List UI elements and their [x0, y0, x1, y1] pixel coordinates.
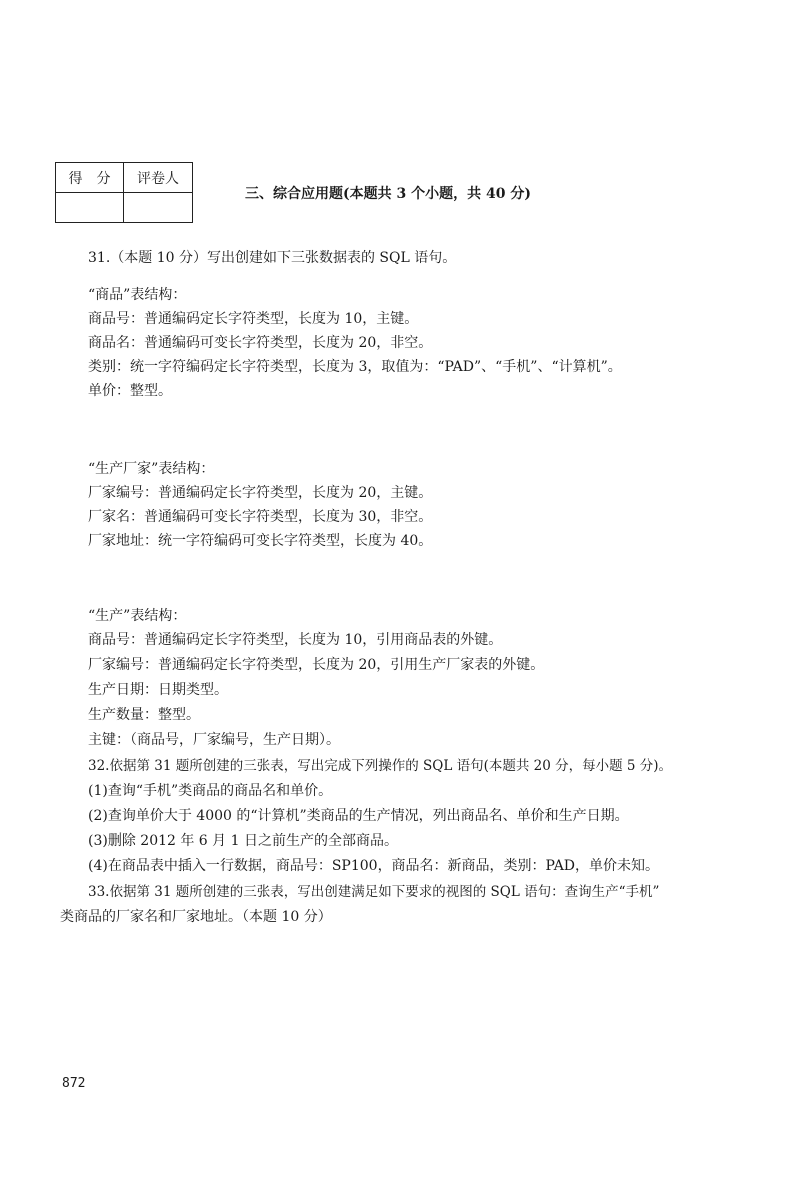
product-field: 单价：整型。	[88, 383, 172, 399]
q32-heading: 32.依据第 31 题所创建的三张表，写出完成下列操作的 SQL 语句(本题共 20 分，每小题 5 分)。	[88, 758, 673, 774]
maker-table-title: “生产厂家”表结构：	[88, 461, 215, 477]
maker-field: 厂家编号：普通编码定长字符类型，长度为 20，主键。	[88, 485, 433, 501]
score-cell	[56, 193, 124, 223]
production-table-title: “生产”表结构：	[88, 608, 187, 624]
production-field: 生产日期：日期类型。	[88, 682, 228, 698]
q32-item: (3)删除 2012 年 6 月 1 日之前生产的全部商品。	[88, 833, 398, 849]
production-field: 主键：（商品号，厂家编号，生产日期）。	[88, 732, 340, 748]
score-box	[55, 162, 193, 223]
q32-item: (2)查询单价大于 4000 的“计算机”类商品的生产情况，列出商品名、单价和生产日期。	[88, 808, 629, 824]
q32-item: (1)查询“手机”类商品的商品名和单价。	[88, 783, 333, 799]
product-field: 商品号：普通编码定长字符类型，长度为 10，主键。	[88, 311, 419, 327]
grader-cell	[124, 193, 193, 223]
production-field: 厂家编号：普通编码定长字符类型，长度为 20，引用生产厂家表的外键。	[88, 657, 545, 673]
production-field: 生产数量：整型。	[88, 707, 200, 723]
maker-field: 厂家名：普通编码可变长字符类型，长度为 30，非空。	[88, 509, 433, 525]
maker-field: 厂家地址：统一字符编码可变长字符类型，长度为 40。	[88, 533, 433, 549]
product-field: 商品名：普通编码可变长字符类型，长度为 20，非空。	[88, 335, 433, 351]
page-number: 872	[62, 1076, 86, 1091]
q31-heading: 31.（本题 10 分）写出创建如下三张数据表的 SQL 语句。	[88, 250, 457, 266]
section-title: 三、综合应用题(本题共 3 个小题，共 40 分)	[245, 186, 531, 202]
q33-line2: 类商品的厂家名和厂家地址。（本题 10 分）	[60, 909, 332, 925]
production-field: 商品号：普通编码定长字符类型，长度为 10，引用商品表的外键。	[88, 632, 503, 648]
q32-item: (4)在商品表中插入一行数据，商品号：SP100，商品名：新商品，类别：PAD，单价未知。	[88, 858, 660, 874]
q33-line1: 33.依据第 31 题所创建的三张表，写出创建满足如下要求的视图的 SQL 语句：查询生产“手机”	[88, 884, 660, 900]
product-table-title: “商品”表结构：	[88, 287, 187, 303]
product-field: 类别：统一字符编码定长字符类型，长度为 3，取值为：“PAD”、“手机”、“计算机”。	[88, 359, 622, 375]
score-label: 得 分	[56, 163, 124, 193]
grader-label: 评卷人	[124, 163, 193, 193]
